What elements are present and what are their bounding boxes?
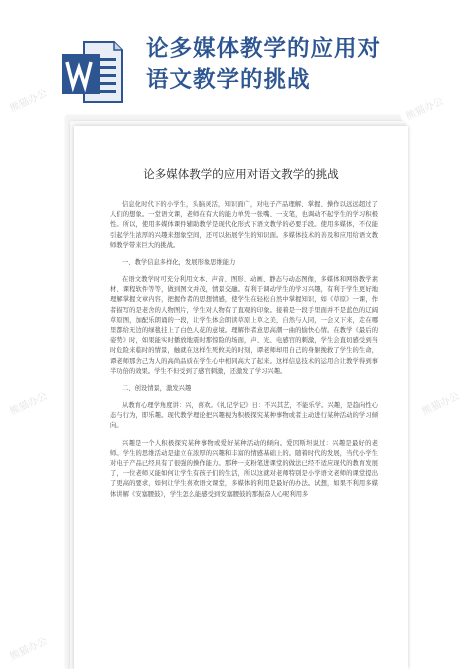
title-line-2: 语文教学的挑战 [146, 67, 311, 93]
header [0, 0, 474, 110]
page-title [146, 34, 466, 96]
section-2-paragraph: 从教育心理学角度讲：兴，喜欢。《礼记学记》日：不兴其艺，不能乐学。兴趣，是趋向性心态与行为，即乐趣。现代教学理论把兴趣视为积极探究某种事物或者主动进行某种活动的学习倾向。 [110, 402, 378, 430]
section-heading-2: 二、创设情景，激发兴趣 [122, 385, 192, 393]
watermark: 熊猫办公 [8, 87, 50, 115]
document-title: 论多媒体教学的应用对语文教学的挑战 [143, 167, 339, 181]
watermark: 熊猫办公 [8, 390, 50, 418]
section-2-paragraph-2: 兴趣是一个人积极探究某种事物或爱好某种活动的倾向。爱因斯坦说过：兴趣是最好的老师。学生的思维活动是建立在浓厚的兴趣和丰富的情感基础上的。随着时代的发展，当代小学生对电子产品已经具有了很强的操作能力。那种一支粉笔进课堂的做法已经不适应现代的教育发展了，一位老师又能如何让学生有孩子们的生活，所以这就对老师特别是小学语文老师的课堂提出了更高的要求，如何让学生喜欢语文课堂，多媒体的利用是最好的办法。试想，如果不利用多媒体讲解《安塞腰鼓》，学生怎么能感受到安塞腰鼓的那振奋人心呢利用多 [110, 439, 378, 498]
word-document-icon [62, 40, 124, 104]
document-page[interactable] [74, 126, 408, 669]
intro-paragraph: 信息化时代下的小学生，头脑灵活，知识面广，对电子产品理解、掌握、操作以远远超过了人们的想象。一堂语文课，老师在有大的能力单凭一张嘴、一支笔，也调动不起学生的学习积极性。所以，使用多媒体课件辅助教学是现代化形式下语文教学的必要手段。使用多媒体，不仅能引起学生浓厚的兴趣来想象空间，还可以拓展学生的知识面。多媒体技术的善及和应用给语文教师教学带来巨大的挑战。 [110, 201, 378, 249]
watermark: 熊猫办公 [404, 95, 446, 123]
section-heading-1: 一、教学信息多样化，发展形象思维能力 [122, 259, 236, 267]
watermark: 熊猫办公 [8, 635, 50, 663]
section-1-paragraph: 在语文教学时可充分利用文本、声音、图形、动画、静态与动态图像，多媒体和网络教学素材、课程软件等等，做到图文并茂，情景交融。有利于调动学生的学习兴趣，有利于学生更好地理解掌握文章内容，把握作者的思想情感，使学生在轻松自然中掌握知识，如《草原》一课，作者描写的是老舍的人物图片，学生对人物有了直观的印象。接着是一段手里面并不是蓝色的辽阔草原图，加配乐朗诵的一段，让学生体会朗读草原上草之美，自然与人同，一会又下来，走在哪里都给无边的绿毯挂上了白色人花的意境。理解作者意思高潮一曲的愉快心情。在教学《最后的姿势》时，如果能实时播放地震时那惊险的场面，声、光、电感官的刺激，学生会直切感受到当时危险来临时的情景，触就在这样生死攸关的时刻，谭老师却用自己的身躯挽救了学生的生命，谭老师那舍己为人的高尚品质在学生心中相同高大了起来。这样信息技术的运用合让教学得到事半功倍的效果。学生不但受到了感官刺激，还激发了学习兴趣。 [110, 276, 378, 375]
document-body [110, 200, 378, 507]
title-line-1: 论多媒体教学的应用对 [146, 36, 382, 62]
watermark: 熊猫办公 [420, 390, 462, 418]
